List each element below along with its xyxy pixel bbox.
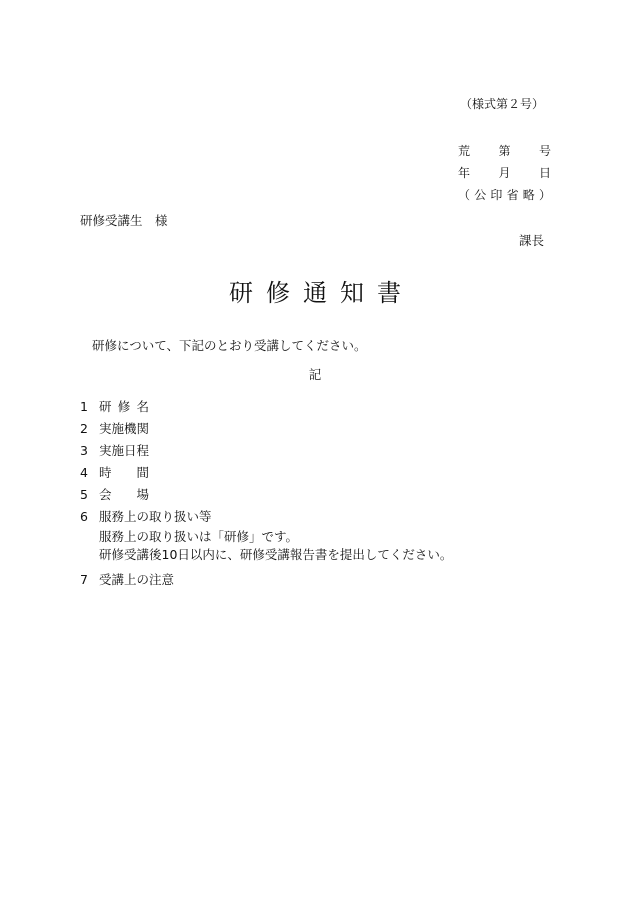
- meta-char: 印: [490, 188, 503, 202]
- meta-char: 公: [474, 188, 487, 202]
- meta-char: 第: [498, 144, 511, 158]
- document-number-row: [458, 140, 551, 162]
- item-number: 1: [80, 399, 88, 414]
- list-item: [80, 506, 540, 528]
- meta-char: 略: [522, 188, 535, 202]
- meta-char: 省: [506, 188, 519, 202]
- form-number: （様式第２号）: [459, 97, 544, 111]
- document-meta: [458, 140, 551, 206]
- label-char: 場: [136, 487, 149, 502]
- item-detail: 研修受講後10日以内に、研修受講報告書を提出してください。: [99, 547, 453, 562]
- label-char: 時: [99, 465, 112, 480]
- intro-text: 研修について、下記のとおり受講してください。: [92, 338, 367, 353]
- item-label: 服務上の取り扱い等: [99, 509, 212, 524]
- item-label: 受講上の注意: [99, 572, 175, 587]
- list-item: [80, 484, 540, 506]
- item-number: 6: [80, 509, 88, 524]
- item-label: [99, 396, 149, 418]
- list-item: [80, 396, 540, 418]
- label-char: 間: [136, 465, 149, 480]
- meta-char: 号: [538, 144, 551, 158]
- item-label: 実施機関: [99, 421, 150, 436]
- seal-omitted-row: [458, 184, 551, 206]
- recipient: 研修受講生 様: [80, 213, 168, 228]
- meta-char: 荒: [458, 144, 471, 158]
- ki-heading: 記: [308, 367, 322, 382]
- item-label: 実施日程: [99, 443, 150, 458]
- meta-char: （: [458, 188, 471, 202]
- label-char: 名: [136, 399, 149, 414]
- item-detail: 服務上の取り扱いは「研修」です。: [99, 529, 299, 544]
- label-char: 研: [99, 399, 112, 414]
- meta-char: ）: [538, 188, 551, 202]
- sender: 課長: [518, 233, 544, 248]
- item-label: [99, 462, 149, 484]
- item-number: 4: [80, 465, 88, 480]
- list-item: [80, 440, 540, 462]
- item-number: 7: [80, 572, 88, 587]
- item-number: 5: [80, 487, 88, 502]
- document-title: 研修通知書: [229, 279, 414, 307]
- item-number: 3: [80, 443, 88, 458]
- meta-char: 年: [458, 166, 471, 180]
- label-char: 会: [99, 487, 112, 502]
- list-item: [80, 418, 540, 440]
- meta-char: 日: [538, 166, 551, 180]
- label-char: 修: [117, 399, 131, 414]
- list-item: [80, 462, 540, 484]
- item-list: [80, 396, 540, 564]
- meta-char: 月: [498, 166, 511, 180]
- item-number: 2: [80, 421, 88, 436]
- list-item: [80, 569, 174, 591]
- item-label: [99, 484, 149, 506]
- date-row: [458, 162, 551, 184]
